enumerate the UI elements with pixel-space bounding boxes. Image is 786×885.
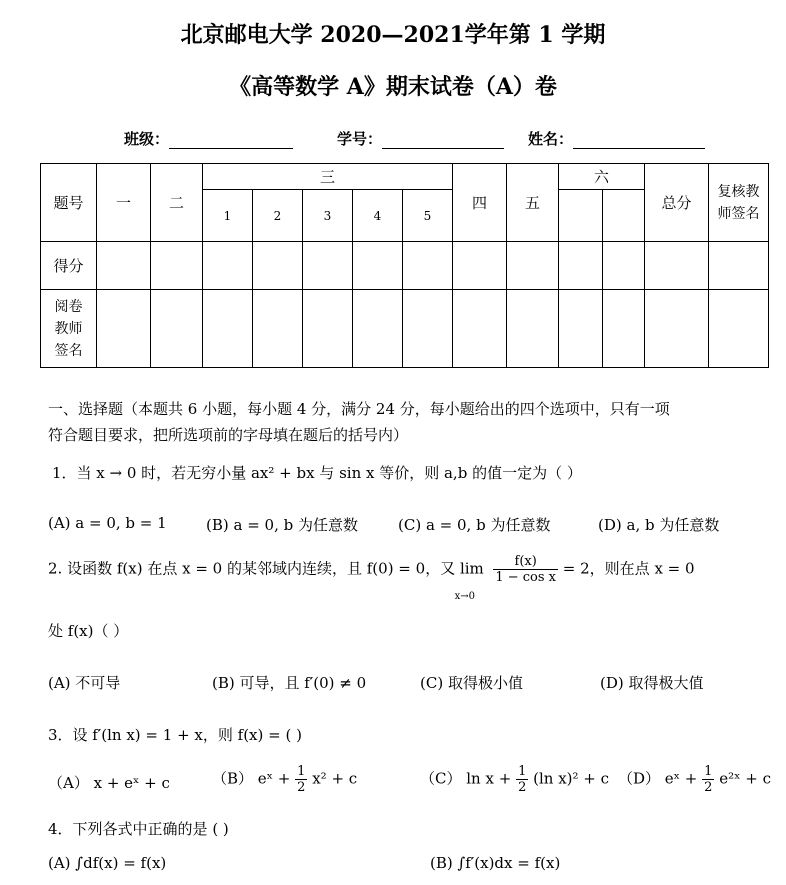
header-question-label: 题号: [41, 164, 97, 242]
q3-option-b-half: [295, 764, 307, 795]
score-cell: [709, 242, 769, 290]
grader-cell: [709, 290, 769, 368]
score-cell: [645, 242, 709, 290]
q1-option-d: (D) a, b 为任意数: [598, 516, 720, 534]
score-cell: [253, 242, 303, 290]
q3-option-c-post: (ln x)² + c: [533, 769, 610, 788]
section1-intro-line1: 一、选择题（本题共 6 小题，每小题 4 分，满分 24 分，每小题给出的四个选项中，只有一项: [48, 400, 670, 418]
name-field: [528, 128, 705, 149]
header-col-two: 二: [151, 164, 203, 242]
q3-option-d: [618, 764, 771, 795]
exam-title-line1: 北京邮电大学 2020—2021学年第 1 学期: [180, 22, 606, 48]
score-cell: [203, 242, 253, 290]
q2-stem-part1: 2. 设函数 f(x) 在点 x = 0 的某邻域内连续，且 f(0) = 0，又 lim: [48, 559, 484, 578]
score-cell: [303, 242, 353, 290]
grader-cell: [151, 290, 203, 368]
header-col-review: 复核教师签名: [709, 164, 769, 242]
q1-option-a: (A) a = 0, b = 1: [48, 514, 167, 532]
q3-option-c-pre: （C） ln x +: [420, 769, 512, 788]
name-blank: [573, 132, 705, 149]
q2-stem-line2: 处 f(x)（ ）: [48, 622, 129, 640]
q2-option-c: (C) 取得极小值: [420, 674, 523, 692]
name-label: 姓名：: [528, 130, 574, 148]
q2-limit-subscript: x→0: [454, 590, 475, 602]
header-sub-three-3: 3: [303, 190, 353, 242]
q1-option-b: (B) a = 0, b 为任意数: [206, 516, 358, 534]
q2-fraction: [493, 554, 558, 585]
q3-option-a: （A） x + eˣ + c: [48, 774, 170, 792]
q4-stem: 4．下列各式中正确的是 ( ): [48, 820, 229, 838]
student-id-blank: [382, 132, 504, 149]
header-sub-six-2: [603, 190, 645, 242]
score-cell: [353, 242, 403, 290]
half-denominator: 2: [518, 780, 527, 795]
header-col-one: 一: [97, 164, 151, 242]
row-grader-label: 阅卷教师签名: [41, 290, 97, 368]
q2-fraction-denominator: 1 − cos x: [495, 570, 557, 585]
half-denominator: 2: [297, 780, 306, 795]
row-score-label: 得分: [41, 242, 97, 290]
q4-option-b: (B) ∫f′(x)dx = f(x): [430, 854, 561, 872]
header-sub-six-1: [559, 190, 603, 242]
q3-option-b: [212, 764, 357, 795]
score-cell: [97, 242, 151, 290]
q1-option-c: (C) a = 0, b 为任意数: [398, 516, 551, 534]
student-id-label: 学号：: [337, 130, 383, 148]
header-sub-three-1: 1: [203, 190, 253, 242]
grader-cell: [97, 290, 151, 368]
header-col-total: 总分: [645, 164, 709, 242]
q3-stem: 3．设 f′(ln x) = 1 + x，则 f(x) = ( ): [48, 726, 302, 744]
score-cell: [603, 242, 645, 290]
grader-cell: [353, 290, 403, 368]
q4-option-a: (A) ∫df(x) = f(x): [48, 854, 167, 872]
grader-cell: [645, 290, 709, 368]
grader-cell: [203, 290, 253, 368]
q2-stem-line1: [48, 554, 695, 602]
header-sub-three-4: 4: [353, 190, 403, 242]
score-cell: [559, 242, 603, 290]
class-label: 班级：: [124, 130, 170, 148]
header-col-six: 六: [559, 164, 645, 190]
score-cell: [403, 242, 453, 290]
half-numerator: 1: [518, 764, 527, 779]
score-cell: [507, 242, 559, 290]
section1-intro-line2: 符合题目要求，把所选项前的字母填在题后的括号内）: [48, 426, 409, 444]
student-id-field: [337, 128, 504, 149]
q2-option-b: (B) 可导，且 f′(0) ≠ 0: [212, 674, 367, 692]
exam-title-line2: 《高等数学 A》期末试卷（A）卷: [229, 74, 557, 100]
class-field: [124, 128, 293, 149]
grader-cell: [303, 290, 353, 368]
q3-option-c: [420, 764, 609, 795]
grader-cell: [253, 290, 303, 368]
grader-cell: [403, 290, 453, 368]
half-numerator: 1: [704, 764, 713, 779]
header-sub-three-5: 5: [403, 190, 453, 242]
q3-option-b-post: x² + c: [312, 769, 358, 788]
q2-fraction-numerator: f(x): [493, 554, 558, 570]
q2-option-d: (D) 取得极大值: [600, 674, 704, 692]
grader-cell: [507, 290, 559, 368]
q2-option-a: (A) 不可导: [48, 674, 121, 692]
class-blank: [169, 132, 293, 149]
half-denominator: 2: [704, 780, 713, 795]
q3-option-d-half: [702, 764, 714, 795]
grader-cell: [453, 290, 507, 368]
q1-stem: 1．当 x → 0 时，若无穷小量 ax² + bx 与 sin x 等价，则 a,b 的值一定为（ ）: [52, 464, 582, 482]
grader-cell: [603, 290, 645, 368]
half-numerator: 1: [297, 764, 306, 779]
score-cell: [453, 242, 507, 290]
q2-stem-part2: = 2，则在点 x = 0: [562, 559, 695, 578]
header-sub-three-2: 2: [253, 190, 303, 242]
header-col-three: 三: [203, 164, 453, 190]
q3-option-d-pre: （D） eˣ +: [618, 769, 698, 788]
header-col-five: 五: [507, 164, 559, 242]
score-cell: [151, 242, 203, 290]
q3-option-b-pre: （B） eˣ +: [212, 769, 291, 788]
header-col-four: 四: [453, 164, 507, 242]
grader-cell: [559, 290, 603, 368]
q3-option-c-half: [516, 764, 528, 795]
score-table: [40, 163, 769, 368]
q3-option-d-post: e²ˣ + c: [719, 769, 771, 788]
